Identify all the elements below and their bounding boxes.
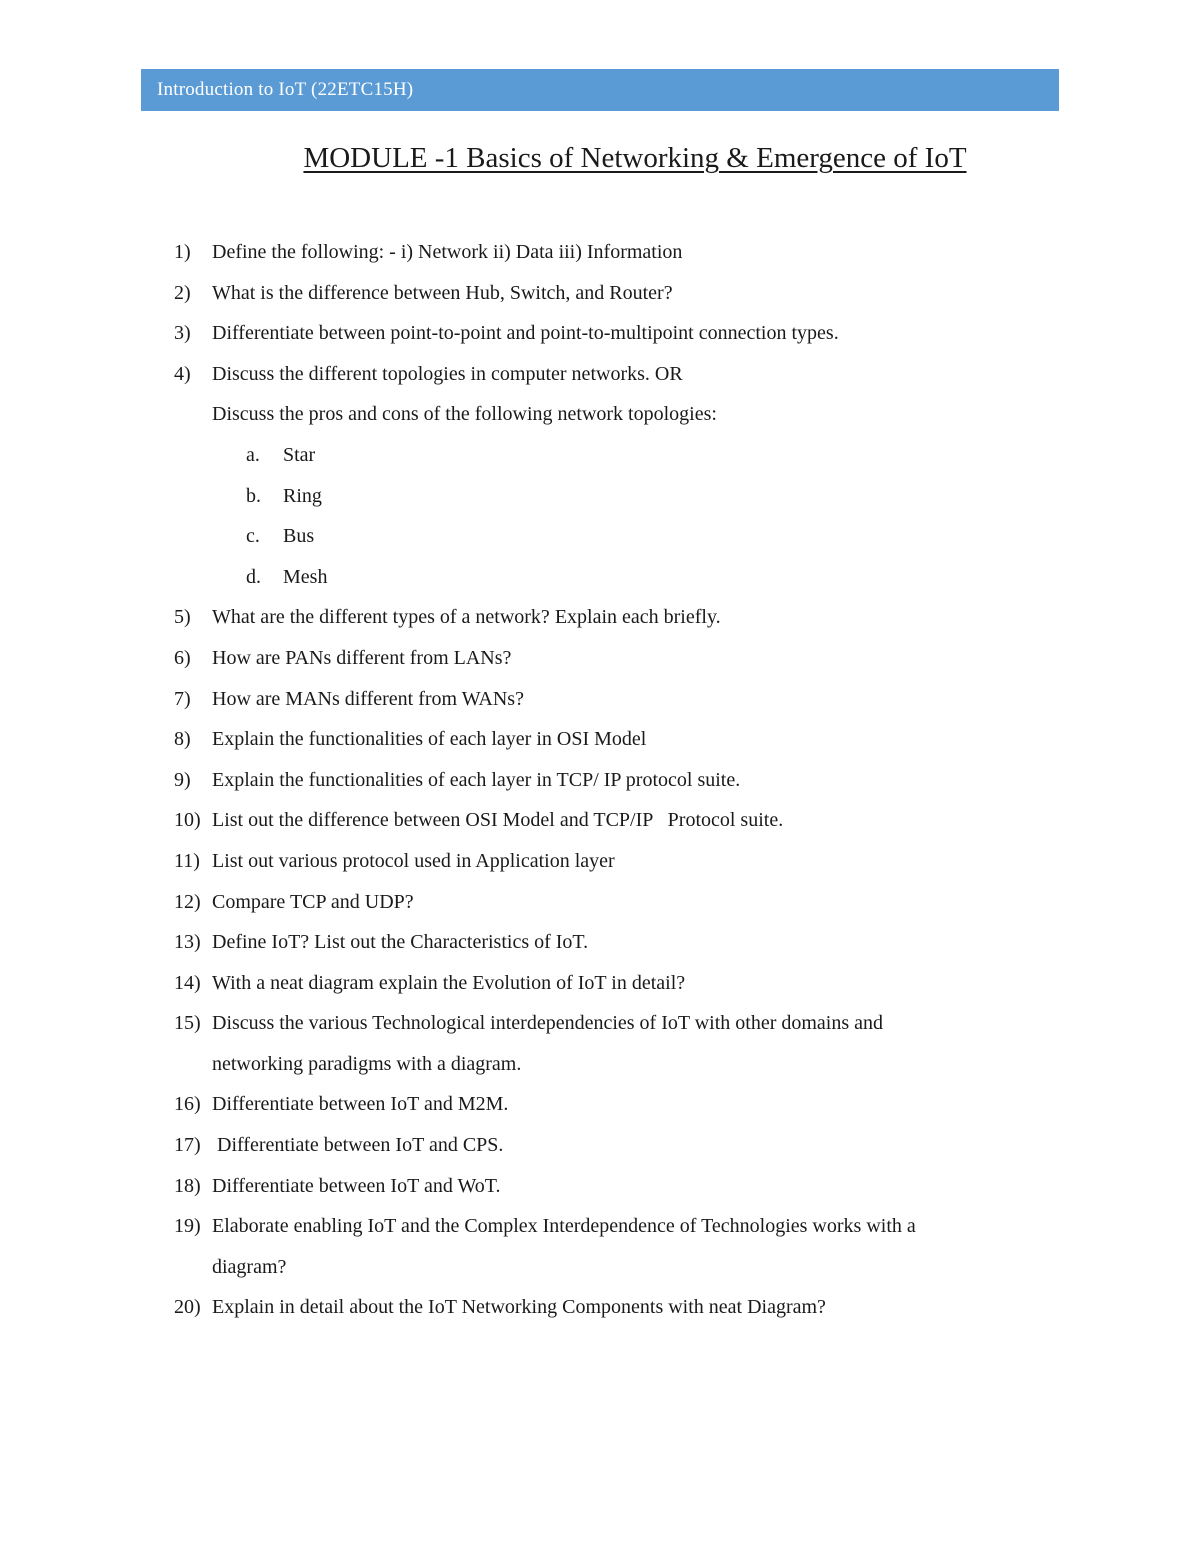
question-body xyxy=(212,273,1064,314)
question-body xyxy=(212,882,1064,923)
question-number: 16) xyxy=(174,1093,201,1116)
sublist-item xyxy=(246,516,1064,557)
question-body xyxy=(212,1003,1064,1084)
question-item xyxy=(174,719,1064,760)
question-item xyxy=(174,841,1064,882)
sublist-text: Ring xyxy=(283,484,322,507)
question-number: 6) xyxy=(174,646,191,669)
question-item xyxy=(174,760,1064,801)
question-item xyxy=(174,963,1064,1004)
sublist-letter: b. xyxy=(246,484,261,507)
question-text: Explain the functionalities of each layer in OSI Model xyxy=(212,728,647,751)
question-number: 9) xyxy=(174,768,191,791)
question-body xyxy=(212,841,1064,882)
question-body xyxy=(212,760,1064,801)
question-number: 19) xyxy=(174,1215,201,1238)
sublist-item xyxy=(246,435,1064,476)
question-text: Explain the functionalities of each layer in TCP/ IP protocol suite. xyxy=(212,768,741,791)
question-number: 7) xyxy=(174,687,191,710)
question-item xyxy=(174,354,1064,598)
question-number: 8) xyxy=(174,728,191,751)
question-number: 17) xyxy=(174,1134,201,1157)
question-text: List out various protocol used in Application layer xyxy=(212,849,615,872)
question-number: 5) xyxy=(174,606,191,629)
question-text: What is the difference between Hub, Switch, and Router? xyxy=(212,281,673,304)
question-text: diagram? xyxy=(212,1255,287,1278)
question-text: Discuss the various Technological interdependencies of IoT with other domains and xyxy=(212,1012,884,1035)
question-item xyxy=(174,1125,1064,1166)
question-text: Discuss the pros and cons of the following network topologies: xyxy=(212,403,717,426)
question-text: How are MANs different from WANs? xyxy=(212,687,524,710)
question-number: 12) xyxy=(174,890,201,913)
question-text: Define the following: - i) Network ii) Data iii) Information xyxy=(212,241,683,263)
question-body xyxy=(212,232,1064,273)
sublist-text: Star xyxy=(283,443,316,466)
question-number: 15) xyxy=(174,1012,201,1035)
question-body xyxy=(212,313,1064,354)
question-item xyxy=(174,1166,1064,1207)
question-text: Elaborate enabling IoT and the Complex Interdependence of Technologies works with a xyxy=(212,1215,916,1238)
question-body xyxy=(212,800,1064,841)
question-number: 13) xyxy=(174,931,201,954)
question-item xyxy=(174,1003,1064,1084)
question-text: Differentiate between IoT and M2M. xyxy=(212,1093,509,1116)
question-number: 3) xyxy=(174,322,191,345)
question-text: Differentiate between IoT and CPS. xyxy=(212,1134,504,1157)
question-item xyxy=(174,313,1064,354)
sublist-text: Mesh xyxy=(283,565,328,588)
question-item xyxy=(174,232,1064,273)
question-body xyxy=(212,963,1064,1004)
question-item xyxy=(174,1206,1064,1287)
question-item xyxy=(174,1084,1064,1125)
sublist-item xyxy=(246,557,1064,598)
question-body xyxy=(212,638,1064,679)
question-text: With a neat diagram explain the Evolution of IoT in detail? xyxy=(212,971,686,994)
question-item xyxy=(174,638,1064,679)
question-text: How are PANs different from LANs? xyxy=(212,646,512,669)
question-body xyxy=(212,1125,1064,1166)
question-body xyxy=(212,679,1064,720)
question-body xyxy=(212,719,1064,760)
header-title: Introduction to IoT (22ETC15H) xyxy=(157,79,414,100)
question-item xyxy=(174,679,1064,720)
question-body xyxy=(212,922,1064,963)
question-number: 1) xyxy=(174,241,191,263)
question-number: 18) xyxy=(174,1174,201,1197)
page-header-bar xyxy=(141,69,1059,111)
sublist-text: Bus xyxy=(283,525,315,548)
question-text: Explain in detail about the IoT Networking Components with neat Diagram? xyxy=(212,1296,826,1319)
question-number: 4) xyxy=(174,362,191,385)
question-number: 20) xyxy=(174,1296,201,1319)
question-text: Differentiate between point-to-point and point-to-multipoint connection types. xyxy=(212,322,839,345)
question-item xyxy=(174,597,1064,638)
question-item xyxy=(174,922,1064,963)
question-text: List out the difference between OSI Model and TCP/IP Protocol suite. xyxy=(212,809,784,832)
topology-sublist xyxy=(212,435,1064,597)
question-number: 11) xyxy=(174,849,200,872)
question-item xyxy=(174,1287,1064,1328)
question-body xyxy=(212,597,1064,638)
question-body xyxy=(212,1287,1064,1328)
question-item xyxy=(174,882,1064,923)
sublist-item xyxy=(246,476,1064,517)
question-item xyxy=(174,273,1064,314)
question-body xyxy=(212,354,1064,598)
question-body xyxy=(212,1084,1064,1125)
question-number: 10) xyxy=(174,809,201,832)
question-text: Discuss the different topologies in computer networks. OR xyxy=(212,362,683,385)
question-list xyxy=(174,232,1064,1328)
question-text: networking paradigms with a diagram. xyxy=(212,1052,522,1075)
question-text: Define IoT? List out the Characteristics of IoT. xyxy=(212,931,589,954)
question-number: 14) xyxy=(174,971,201,994)
question-body xyxy=(212,1206,1064,1287)
sublist-letter: c. xyxy=(246,525,260,548)
module-title: MODULE -1 Basics of Networking & Emergence of IoT xyxy=(303,142,967,174)
question-item xyxy=(174,800,1064,841)
question-number: 2) xyxy=(174,281,191,304)
question-text: Differentiate between IoT and WoT. xyxy=(212,1174,501,1197)
sublist-letter: a. xyxy=(246,443,260,466)
question-text: Compare TCP and UDP? xyxy=(212,890,414,913)
sublist-letter: d. xyxy=(246,565,261,588)
question-text: What are the different types of a network? Explain each briefly. xyxy=(212,606,721,629)
question-body xyxy=(212,1166,1064,1207)
